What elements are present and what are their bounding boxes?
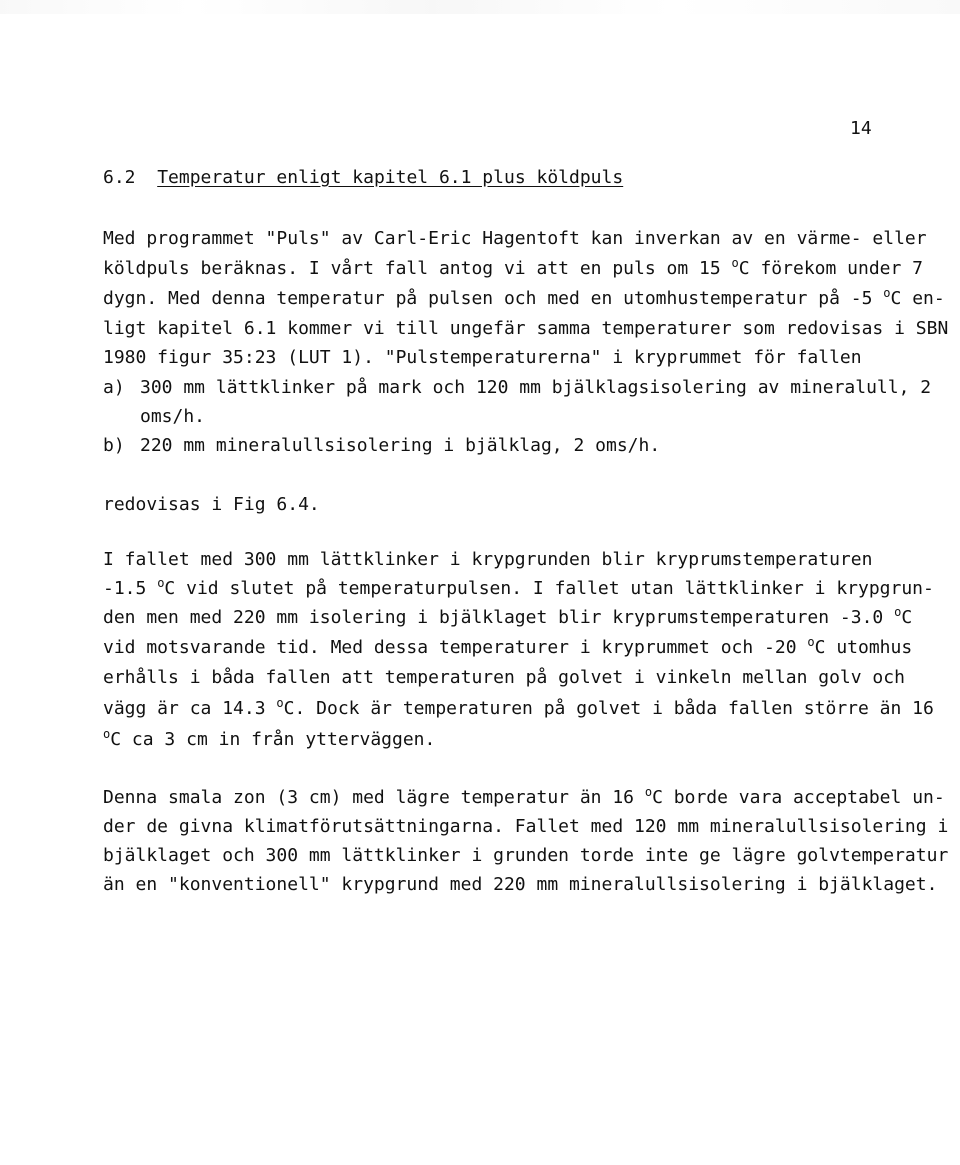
- list-item-a-label: a): [103, 377, 125, 398]
- degree-superscript: o: [731, 256, 739, 270]
- celsius-unit: C: [814, 637, 826, 658]
- celsius-unit: C: [283, 698, 295, 719]
- paragraph-4-line-3: bjälklaget och 300 mm lättklinker i grunden torde inte ge lägre golvtemperatur: [103, 845, 949, 866]
- text-segment: dygn. Med denna temperatur på pulsen och med en utomhustemperatur på -5: [103, 288, 884, 309]
- section-number: 6.2: [103, 167, 136, 188]
- list-item-a-line-2: oms/h.: [140, 406, 206, 427]
- paragraph-1-line-1: Med programmet "Puls" av Carl-Eric Hagentoft kan inverkan av en värme- eller: [103, 228, 927, 249]
- text-segment: vid slutet på temperaturpulsen. I fallet utan lättklinker i krypgrun-: [186, 578, 934, 599]
- paragraph-3-line-4: [103, 637, 912, 659]
- text-segment: en-: [912, 288, 945, 309]
- degree-superscript: o: [103, 727, 111, 741]
- text-segment: -1.5: [103, 578, 158, 599]
- celsius-unit: C: [652, 787, 663, 808]
- text-segment: . Dock är temperaturen på golvet i båda fallen större än 16: [294, 698, 934, 719]
- text-segment: vid motsvarande tid. Med dessa temperaturer i kryprummet och -20: [103, 637, 808, 658]
- celsius-unit: C: [901, 607, 913, 628]
- celsius-unit: C: [110, 729, 122, 750]
- paragraph-2-line-1: redovisas i Fig 6.4.: [103, 494, 320, 515]
- section-title: Temperatur enligt kapitel 6.1 plus köldpuls: [157, 167, 624, 188]
- celsius-unit: C: [738, 258, 750, 279]
- text-segment: den men med 220 mm isolering i bjälklaget blir kryprumstemperaturen -3.0: [103, 607, 895, 628]
- degree-superscript: o: [644, 785, 653, 799]
- list-item-b-label: b): [103, 435, 125, 456]
- paragraph-3-line-3: [103, 607, 912, 629]
- list-item-b-line-1: 220 mm mineralullsisolering i bjälklag, 2 oms/h.: [140, 435, 661, 456]
- paragraph-3-line-1: I fallet med 300 mm lättklinker i krypgrunden blir kryprumstemperaturen: [103, 549, 873, 570]
- degree-superscript: o: [807, 635, 815, 649]
- list-item-a-line-1: 300 mm lättklinker på mark och 120 mm bjälklagsisolering av mineralull, 2: [140, 377, 932, 398]
- text-segment: köldpuls beräknas. I vårt fall antog vi att en puls om 15: [103, 258, 732, 279]
- paragraph-1-line-4: ligt kapitel 6.1 kommer vi till ungefär samma temperaturer som redovisas i SBN: [103, 318, 949, 339]
- degree-superscript: o: [883, 286, 891, 300]
- celsius-unit: C: [164, 578, 176, 599]
- page-number: 14: [850, 118, 872, 139]
- paragraph-3-line-7: [103, 729, 435, 751]
- paragraph-4-line-4: än en "konventionell" krypgrund med 220 mm mineralullsisolering i bjälklaget.: [103, 874, 938, 895]
- text-segment: Denna smala zon (3 cm) med lägre temperatur än 16: [103, 787, 645, 808]
- degree-superscript: o: [276, 696, 284, 710]
- paragraph-3-line-2: [103, 578, 934, 600]
- paragraph-4-line-2: der de givna klimatförutsättningarna. Fallet med 120 mm mineralullsisolering i: [103, 816, 949, 837]
- paragraph-1-line-5: 1980 figur 35:23 (LUT 1). "Pulstemperaturerna" i kryprummet för fallen: [103, 347, 862, 368]
- degree-superscript: o: [894, 605, 902, 619]
- text-segment: ca 3 cm in från ytterväggen.: [131, 729, 436, 750]
- paragraph-3-line-5: erhålls i båda fallen att temperaturen på golvet i vinkeln mellan golv och: [103, 667, 905, 688]
- degree-superscript: o: [157, 576, 165, 590]
- text-segment: utomhus: [836, 637, 913, 658]
- text-segment: förekom under 7: [760, 258, 924, 279]
- scan-edge: [0, 0, 960, 14]
- text-segment: vägg är ca 14.3: [103, 698, 277, 719]
- paragraph-1-line-2: [103, 258, 923, 280]
- section-heading: [103, 167, 623, 189]
- paragraph-3-line-6: [103, 698, 934, 720]
- paragraph-4-line-1: [103, 787, 945, 809]
- text-segment: borde vara acceptabel un-: [673, 787, 945, 808]
- celsius-unit: C: [890, 288, 902, 309]
- paragraph-1-line-3: [103, 288, 945, 310]
